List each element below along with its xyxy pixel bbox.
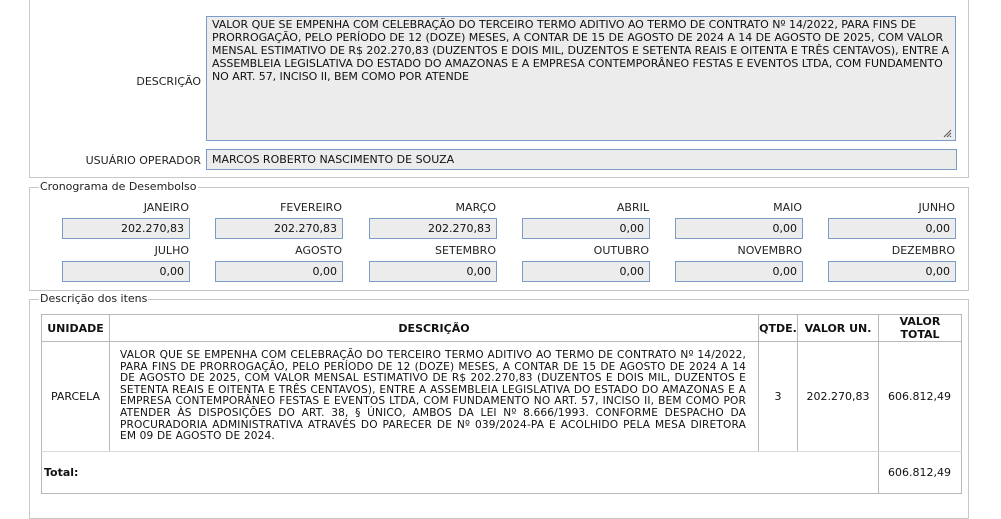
month-value-maio[interactable]: 0,00 (675, 218, 803, 239)
month-label-janeiro: JANEIRO (143, 201, 189, 214)
itens-legend: Descrição dos itens (40, 292, 148, 305)
itens-table (41, 314, 962, 494)
month-label-junho: JUNHO (918, 201, 955, 214)
month-value-fevereiro[interactable]: 202.270,83 (215, 218, 343, 239)
month-value-julho[interactable]: 0,00 (62, 261, 190, 282)
cronograma-legend: Cronograma de Desembolso (40, 180, 197, 193)
month-label-agosto: AGOSTO (295, 244, 342, 257)
col-valor-total-header: VALOR TOTAL (879, 315, 962, 342)
month-value-novembro[interactable]: 0,00 (675, 261, 803, 282)
month-label-abril: ABRIL (616, 201, 649, 214)
row-descricao: VALOR QUE SE EMPENHA COM CELEBRAÇÃO DO TERCEIRO TERMO ADITIVO AO TERMO DE CONTRATO Nº 14/2022, PARA FINS DE PRORROGAÇÃO, PELO PERÍODO DE 12 (DOZE) MESES, A CONTAR DE 15 DE AGOSTO DE 2024 A 14 DE AGOSTO DE 2025, COM VALOR MENSAL ESTIMATIVO DE R$ 202.270,83 (DUZENTOS E DOIS MIL, DUZENTOS E SETENTA REAIS E OITENTA E TRÊS CENTAVOS), ENTRE A ASSEMBLEIA LEGISLATIVA DO ESTADO DO AMAZONAS E A EMPRESA CONTEMPORÂNEO FESTAS E EVENTOS LTDA, COM FUNDAMENTO NO ART. 57, INCISO II, BEM COMO POR ATENDER ÀS DISPOSIÇÕES DO ART. 38, § ÚNICO, AMBOS DA LEI Nº 8.666/1993. CONFORME DESPACHO DA PROCURADORIA ADMINISTRATIVA ATRAVÉS DO PARECER DE Nº 039/2024-PA E ACOLHIDO PELA MESA DIRETORA EM 09 DE AGOSTO DE 2024. (110, 342, 759, 452)
month-value-agosto[interactable]: 0,00 (215, 261, 343, 282)
row-unidade: PARCELA (42, 342, 110, 452)
month-value-marco[interactable]: 202.270,83 (369, 218, 497, 239)
col-descricao-header: DESCRIÇÃO (110, 315, 759, 342)
itens-header-row (42, 315, 962, 342)
month-label-maio: MAIO (773, 201, 802, 214)
usuario-operador-label: USUÁRIO OPERADOR (85, 154, 201, 167)
row-valor-un: 202.270,83 (798, 342, 879, 452)
month-value-abril[interactable]: 0,00 (522, 218, 650, 239)
month-value-setembro[interactable]: 0,00 (369, 261, 497, 282)
table-row (42, 342, 962, 452)
month-label-marco: MARÇO (455, 201, 496, 214)
descricao-textarea[interactable]: VALOR QUE SE EMPENHA COM CELEBRAÇÃO DO TERCEIRO TERMO ADITIVO AO TERMO DE CONTRATO Nº 14/2022, PARA FINS DE PRORROGAÇÃO, PELO PERÍODO DE 12 (DOZE) MESES, A CONTAR DE 15 DE AGOSTO DE 2024 A 14 DE AGOSTO DE 2025, COM VALOR MENSAL ESTIMATIVO DE R$ 202.270,83 (DUZENTOS E DOIS MIL, DUZENTOS E SETENTA REAIS E OITENTA E TRÊS CENTAVOS), ENTRE A ASSEMBLEIA LEGISLATIVA DO ESTADO DO AMAZONAS E A EMPRESA CONTEMPORÂNEO FESTAS E EVENTOS LTDA, COM FUNDAMENTO NO ART. 57, INCISO II, BEM COMO POR ATENDE (206, 16, 956, 141)
month-label-setembro: SETEMBRO (435, 244, 496, 257)
month-label-novembro: NOVEMBRO (737, 244, 802, 257)
resize-grip-icon[interactable] (943, 129, 952, 138)
month-value-janeiro[interactable]: 202.270,83 (62, 218, 190, 239)
usuario-operador-field[interactable]: MARCOS ROBERTO NASCIMENTO DE SOUZA (206, 149, 957, 170)
col-unidade-header: UNIDADE (42, 315, 110, 342)
month-label-fevereiro: FEVEREIRO (280, 201, 342, 214)
row-qtde: 3 (759, 342, 798, 452)
descricao-label: DESCRIÇÃO (136, 75, 201, 88)
total-label: Total: (42, 451, 879, 493)
month-label-dezembro: DEZEMBRO (891, 244, 955, 257)
month-label-outubro: OUTUBRO (593, 244, 649, 257)
total-row (42, 451, 962, 493)
month-value-junho[interactable]: 0,00 (828, 218, 956, 239)
month-label-julho: JULHO (154, 244, 189, 257)
col-qtde-header: QTDE. (759, 315, 798, 342)
month-value-dezembro[interactable]: 0,00 (828, 261, 956, 282)
row-valor-total: 606.812,49 (879, 342, 962, 452)
month-value-outubro[interactable]: 0,00 (522, 261, 650, 282)
col-valor-un-header: VALOR UN. (798, 315, 879, 342)
total-value: 606.812,49 (879, 451, 962, 493)
